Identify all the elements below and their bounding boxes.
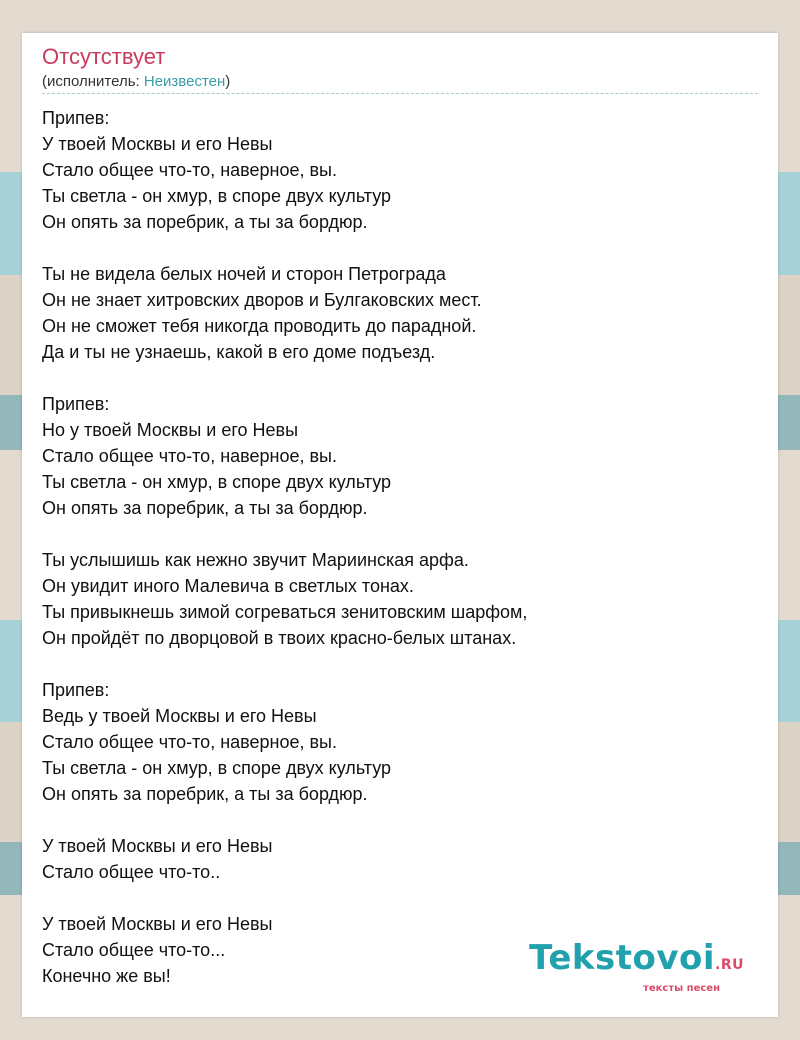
- stanza: [42, 391, 758, 521]
- lyric-line: У твоей Москвы и его Невы: [42, 134, 273, 154]
- lyric-line: Стало общее что-то...: [42, 940, 226, 960]
- stanza: [42, 547, 758, 651]
- lyric-line: Он увидит иного Малевича в светлых тонах.: [42, 576, 414, 596]
- lyric-line: Да и ты не узнаешь, какой в его доме подъезд.: [42, 342, 436, 362]
- stanza: [42, 105, 758, 235]
- lyric-line: Ты услышишь как нежно звучит Мариинская арфа.: [42, 550, 469, 570]
- artist-suffix: ): [225, 73, 231, 90]
- logo-tagline: тексты песен: [643, 983, 720, 994]
- lyric-line: Он опять за поребрик, а ты за бордюр.: [42, 784, 368, 804]
- artist-prefix: (исполнитель:: [42, 73, 144, 90]
- artist-line: [42, 73, 230, 91]
- logo-brand: Tekstovoi: [529, 938, 716, 978]
- lyric-line: Он опять за поребрик, а ты за бордюр.: [42, 212, 368, 232]
- lyric-line: Припев:: [42, 680, 110, 700]
- artist-link[interactable]: Неизвестен: [143, 73, 226, 90]
- lyric-line: Он пройдёт по дворцовой в твоих красно-белых штанах.: [42, 628, 517, 648]
- lyric-line: Он не знает хитровских дворов и Булгаковских мест.: [42, 290, 482, 310]
- lyric-line: Стало общее что-то, наверное, вы.: [42, 732, 337, 752]
- lyrics-body: [42, 105, 758, 1015]
- lyric-line: Ты светла - он хмур, в споре двух культур: [42, 186, 392, 206]
- stanza: [42, 261, 758, 365]
- stanza: [42, 833, 758, 885]
- song-title: Отсутствует: [42, 44, 166, 69]
- lyric-line: Припев:: [42, 108, 110, 128]
- lyrics-card: [22, 33, 778, 1017]
- stanza: [42, 677, 758, 807]
- lyric-line: У твоей Москвы и его Невы: [42, 836, 273, 856]
- lyric-line: Припев:: [42, 394, 110, 414]
- lyric-line: Ты не видела белых ночей и сторон Петрограда: [42, 264, 446, 284]
- lyric-line: Стало общее что-то, наверное, вы.: [42, 160, 337, 180]
- lyric-line: Он не сможет тебя никогда проводить до парадной.: [42, 316, 477, 336]
- lyric-line: Стало общее что-то..: [42, 862, 221, 882]
- lyric-line: Но у твоей Москвы и его Невы: [42, 420, 299, 440]
- lyric-line: Ты привыкнешь зимой согреваться зенитовским шарфом,: [42, 602, 528, 622]
- lyric-line: Он опять за поребрик, а ты за бордюр.: [42, 498, 368, 518]
- lyric-line: Ты светла - он хмур, в споре двух культур: [42, 758, 392, 778]
- lyric-line: Стало общее что-то, наверное, вы.: [42, 446, 337, 466]
- lyric-line: Ведь у твоей Москвы и его Невы: [42, 706, 317, 726]
- lyric-line: Ты светла - он хмур, в споре двух культур: [42, 472, 392, 492]
- divider: [42, 93, 758, 94]
- lyric-line: Конечно же вы!: [42, 966, 171, 986]
- lyric-line: У твоей Москвы и его Невы: [42, 914, 273, 934]
- site-logo[interactable]: [529, 940, 744, 995]
- logo-tld: .RU: [715, 957, 744, 973]
- logo-wordmark: [529, 940, 744, 983]
